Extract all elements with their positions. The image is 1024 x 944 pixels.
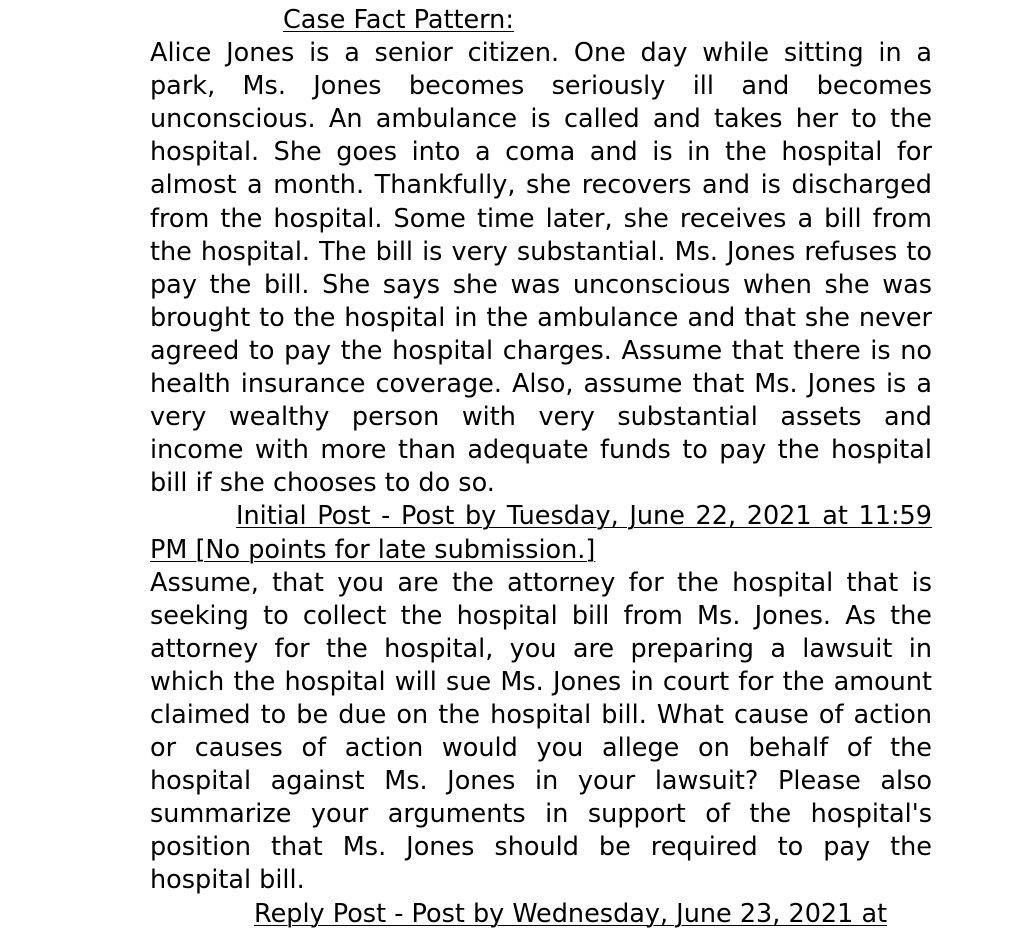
case-fact-pattern-text: Alice Jones is a senior citizen. One day while sitting in a park, Ms. Jones becomes seriously ill and becomes unconscious. An ambulance is called and takes her to the hospital. She goes into a coma and is in the hospital for almost a month. Thankfully, she recovers and is discharged from the hospital. Some time later, she receives a bill from the hospital. The bill is very substantial. Ms. Jones refuses to pay the bill. She says she was unconscious when she was brought to the hospital in the ambulance and that she never agreed to pay the hospital charges. Assume that there is no health insurance coverage. Also, assume that Ms. Jones is a very wealthy person with very substantial assets and income with more than adequate funds to pay the hospital bill if she chooses to do so. — [150, 38, 932, 499]
assignment-document — [150, 4, 932, 931]
initial-post-prompt: Assume, that you are the attorney for the hospital that is seeking to collect the hospital bill from Ms. Jones. As the attorney for the hospital, you are preparing a lawsuit in which the hospital will sue Ms. Jones in court for the amount claimed to be due on the hospital bill. What cause of action or causes of action would you allege on behalf of the hospital against Ms. Jones in your lawsuit? Please also summarize your arguments in support of the hospital's position that Ms. Jones should be required to pay the hospital bill. — [150, 567, 932, 896]
case-fact-pattern-heading: Case Fact Pattern: — [283, 5, 514, 35]
reply-post-heading: Reply Post - Post by Wednesday, June 23, 2021 at — [254, 898, 888, 929]
initial-post-heading: Initial Post - Post by Tuesday, June 22, 2021 at 11:59 PM [No points for late submission.] — [150, 501, 932, 565]
